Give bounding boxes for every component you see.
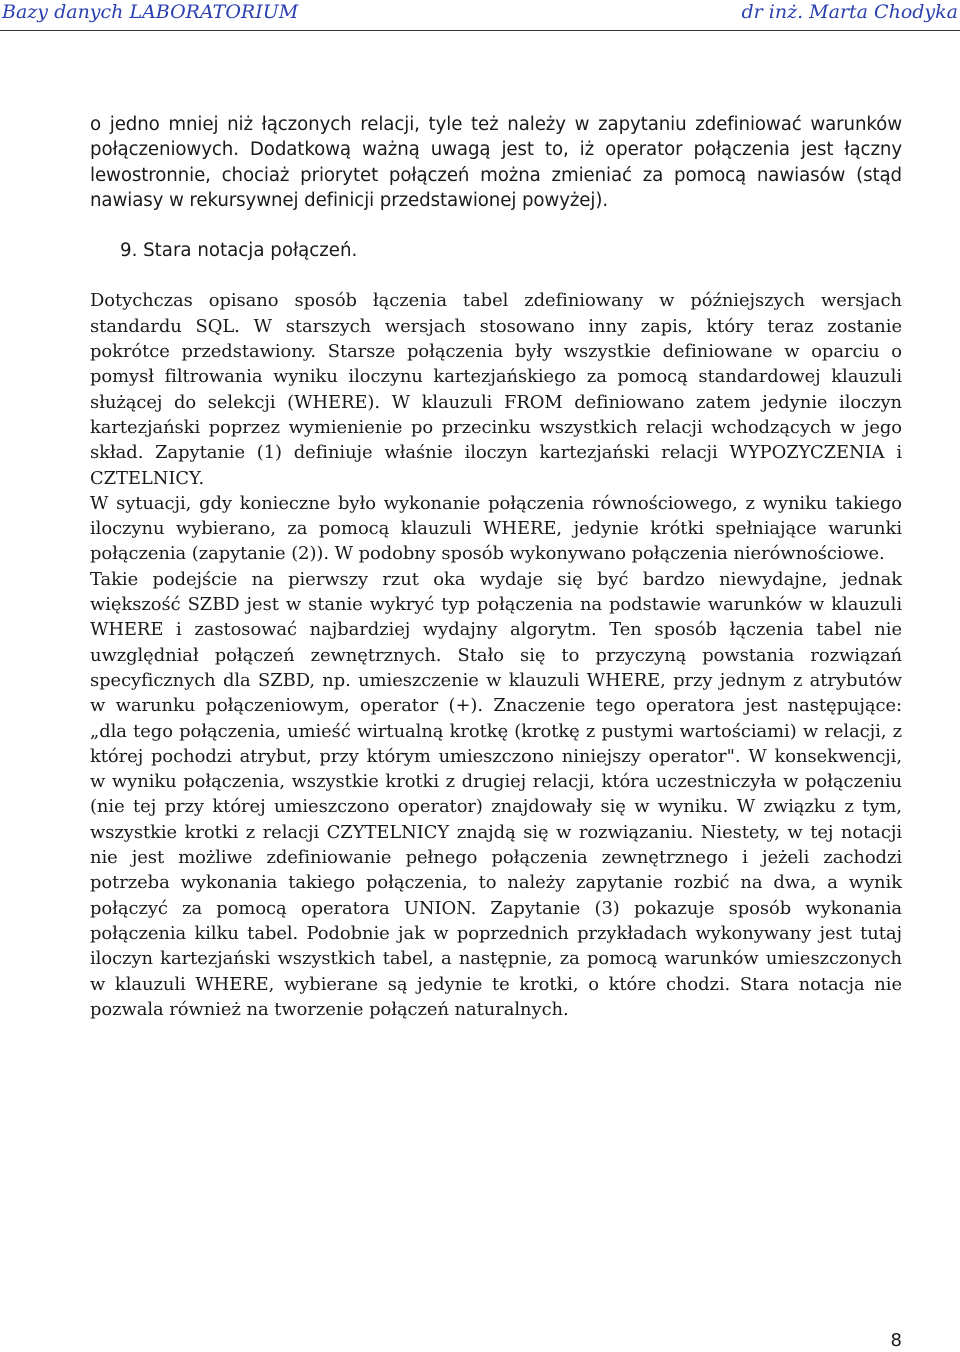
document-body [90, 112, 902, 1022]
page-number: 8 [890, 1330, 902, 1351]
header-course-title: Bazy danych LABORATORIUM [2, 1, 299, 23]
section-heading: 9. Stara notacja połączeń. [120, 240, 358, 262]
page-header [0, 0, 960, 31]
header-author: dr inż. Marta Chodyka [741, 1, 958, 23]
body-paragraph: Dotychczas opisano sposób łączenia tabel zdefiniowany w późniejszych wersjach standardu SQL. W starszych wersjach stosowano inny zapis, który teraz zostanie pokrótce przedstawiony. Starsze połączenia były wszystkie definiowane w oparciu o pomysł filtrowania wyniku iloczynu kartezjańskiego za pomocą standardowej klauzuli służącej do selekcji (WHERE). W klauzuli FROM definiowano zatem jedynie iloczyn kartezjański poprzez wymienienie po przecinku wszystkich relacji wchodzących w jego skład. Zapytanie (1) definiuje właśnie iloczyn kartezjański relacji WYPOZYCZENIA i CZTELNICY. [90, 290, 902, 489]
body-paragraph: Takie podejście na pierwszy rzut oka wydaje się być bardzo niewydajne, jednak większość SZBD jest w stanie wykryć typ połączenia na podstawie warunków w klauzuli WHERE i zastosować najbardziej wydajny algorytm. Ten sposób łączenia tabel nie uwzględniał połączeń zewnętrznych. Stało się to przyczyną powstania rozwiązań specyficznych dla SZBD, np. umieszczenie w klauzuli WHERE, przy jednym z atrybutów w warunku połączeniowym, operator (+). Znaczenie tego operatora jest następujące: „dla tego połączenia, umieść wirtualną krotkę (krotkę z pustymi wartościami) w relacji, z której pochodzi atrybut, przy którym umieszczono niniejszy operator". W konsekwencji, w wyniku połączenia, wszystkie krotki z drugiej relacji, która uczestniczyła w połączeniu (nie tej przy której umieszczono operator) znajdowały się w wyniku. W związku z tym, wszystkie krotki z relacji CZYTELNICY znajdą się w rozwiązaniu. Niestety, w tej notacji nie jest możliwe zdefiniowanie pełnego połączenia zewnętrznego i jeżeli zachodzi potrzeba wykonania takiego połączenia, to należy zapytanie rozbić na dwa, a wynik połączyć za pomocą operatora UNION. Zapytanie (3) pokazuje sposób wykonania połączenia kilku tabel. Podobnie jak w poprzednich przykładach wykonywany jest tutaj iloczyn kartezjański wszystkich tabel, a następnie, za pomocą warunków umieszczonych w klauzuli WHERE, wybierane są jedynie te krotki, o które chodzi. Stara notacja nie pozwala również na tworzenie połączeń naturalnych. [90, 568, 902, 1020]
intro-paragraph: o jedno mniej niż łączonych relacji, tyle też należy w zapytaniu zdefiniować warunków połączeniowych. Dodatkową ważną uwagą jest to, iż operator połączenia jest łączny lewostronnie, chociaż priorytet połączeń można zmieniać za pomocą nawiasów (stąd nawiasy w rekursywnej definicji przedstawionej powyżej). [90, 114, 902, 211]
body-paragraph: W sytuacji, gdy konieczne było wykonanie połączenia równościowego, z wyniku takiego iloczynu wybierano, za pomocą klauzuli WHERE, jedynie krótki spełniające warunki połączenia (zapytanie (2)). W podobny sposób wykonywano połączenia nierównościowe. [90, 492, 902, 565]
